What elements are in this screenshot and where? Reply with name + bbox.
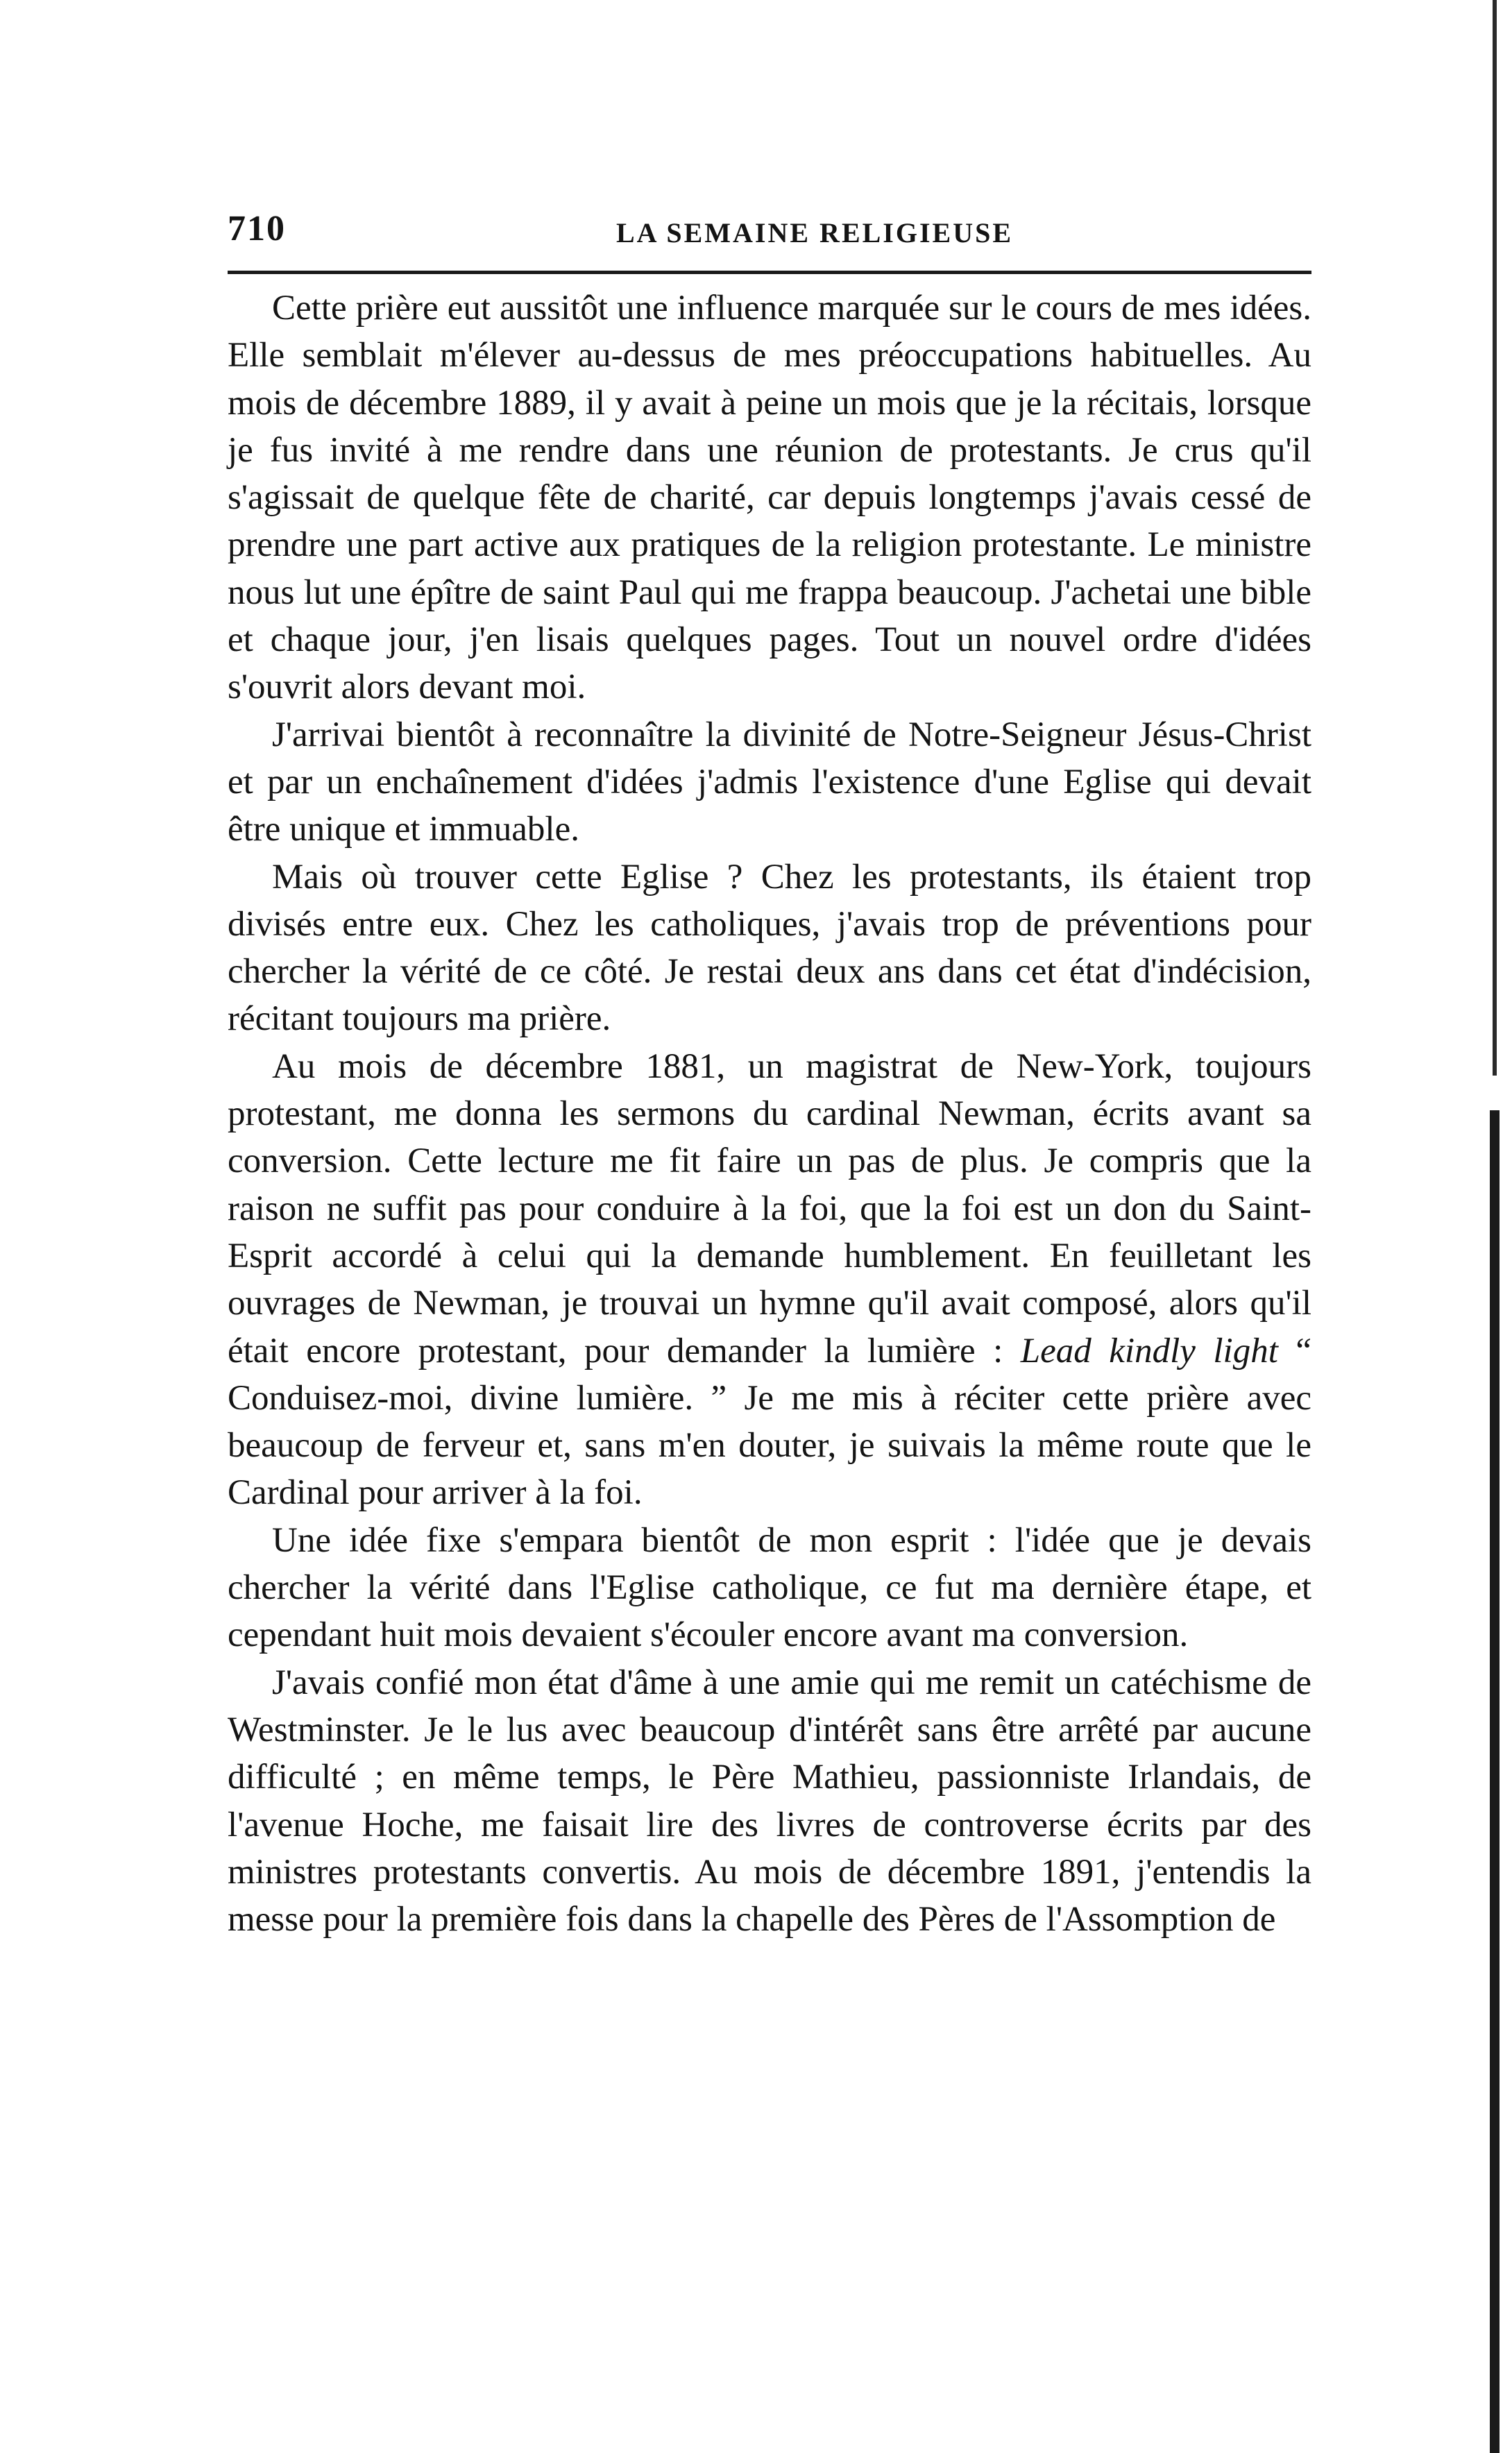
running-title: LA SEMAINE RELIGIEUSE [616, 217, 1014, 248]
paragraph-text: Une idée fixe s'empara bientôt de mon esprit : l'idée que je devais chercher la vérité dans l'Eglise catholique, ce fut ma dernière étape, et cependant huit mois devaient s'écouler encore avant ma conversion. [228, 1520, 1311, 1655]
paragraph-text: Mais où trouver cette Eglise ? Chez les protestants, ils étaient trop divisés entre eux. Chez les catholiques, j'avais trop de préventions pour chercher la vérité de ce côté. Je restai deux ans dans cet état d'indécision, récitant toujours ma prière. [228, 857, 1311, 1039]
page-header [228, 208, 1311, 257]
paragraph-text: J'avais confié mon état d'âme à une amie qui me remit un catéchisme de Westminster. Je le lus avec beaucoup d'intérêt sans être arrêté par aucune difficulté ; en même temps, le Père Mathieu, passionniste Irlandais, de l'avenue Hoche, me faisait lire des livres de controverse écrits par des ministres protestants convertis. Au mois de décembre 1891, j'entendis la messe pour la première fois dans la chapelle des Pères de l'Assomption de [228, 1663, 1311, 1940]
paragraph [228, 711, 1311, 854]
paragraph-text: Cette prière eut aussitôt une influence marquée sur le cours de mes idées. Elle semblait m'élever au-dessus de mes préoccupations habituelles. Au mois de décembre 1889, il y avait à peine un mois que je la récitais, lorsque je fus invité à me rendre dans une réunion de protestants. Je crus qu'il s'agissait de quelque fête de charité, car depuis longtemps j'avais cessé de prendre une part active aux pratiques de la religion protestante. Le ministre nous lut une épître de saint Paul qui me frappa beaucoup. J'achetai une bible et chaque jour, j'en lisais quelques pages. Tout un nouvel ordre d'idées s'ouvrit alors devant moi. [228, 289, 1311, 707]
body-text [228, 285, 1311, 1943]
paragraph [228, 1659, 1311, 1944]
paragraph [228, 1043, 1311, 1517]
paragraph [228, 854, 1311, 1043]
hymn-title: Lead kindly light [1020, 1331, 1278, 1370]
header-rule [228, 271, 1311, 274]
paragraph-text: “ Conduisez-moi, divine lumière. ” Je me mis à réciter cette prière avec beaucoup de ferveur et, sans m'en douter, je suivais la même route que le Cardinal pour arriver à la foi. [228, 1331, 1312, 1513]
paragraph [228, 1517, 1311, 1659]
paragraph-text: Au mois de décembre 1881, un magistrat de New-York, toujours protestant, me donna les sermons du cardinal Newman, écrits avant sa conversion. Cette lecture me fit faire un pas de plus. Je compris que la raison ne suffit pas pour conduire à la foi, que la foi est un don du Saint-Esprit accordé à celui qui la demande humblement. En feuilletant les ouvrages de Newman, je trouvai un hymne qu'il avait composé, alors qu'il était encore protestant, pour demander la lumière : [228, 1046, 1311, 1370]
page-edge-shadow [1490, 1110, 1500, 2453]
page-edge-shadow [1493, 0, 1497, 1076]
paragraph-text: J'arrivai bientôt à reconnaître la divinité de Notre-Seigneur Jésus-Christ et par un enchaînement d'idées j'admis l'existence d'une Eglise qui devait être unique et immuable. [228, 715, 1311, 849]
page-number: 710 [228, 209, 286, 248]
paragraph [228, 285, 1311, 711]
